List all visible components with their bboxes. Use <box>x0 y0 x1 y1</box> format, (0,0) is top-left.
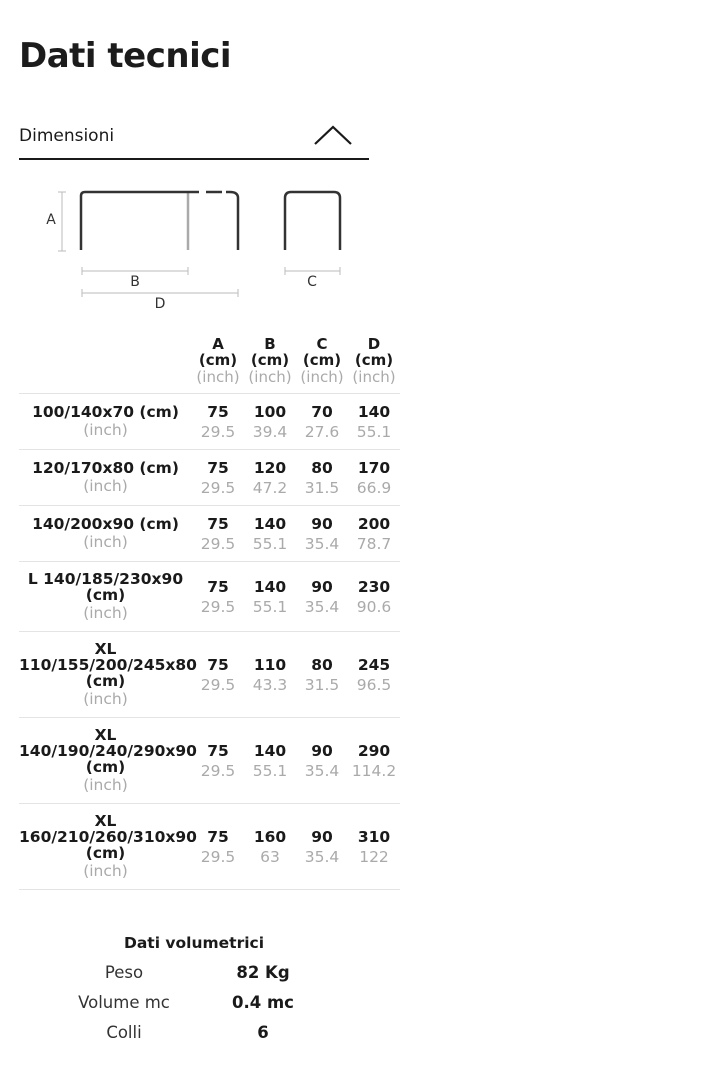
header-b: B (cm) (inch) <box>248 335 292 386</box>
dimensions-accordion-header[interactable] <box>19 112 369 160</box>
volume-label: Volume mc <box>78 993 170 1012</box>
size-name: 120/170x80 (cm) <box>32 458 179 477</box>
size-inch-label: (inch) <box>83 689 128 708</box>
header-size <box>19 336 192 394</box>
size-inch-label: (inch) <box>83 861 128 880</box>
table-row: XL 110/155/200/245x80 (cm) (inch) 75 29.5 110 43.3 80 31.5 245 96.5 <box>19 632 400 718</box>
header-c: C (cm) (inch) <box>300 335 344 386</box>
size-inch-label: (inch) <box>83 476 128 495</box>
table-row: XL 140/190/240/290x90 (cm) (inch) 75 29.5 140 55.1 90 35.4 290 114.2 <box>19 718 400 804</box>
volumetric-title: Dati volumetrici <box>123 934 265 952</box>
size-inch-label: (inch) <box>83 420 128 439</box>
packages-label: Colli <box>106 1023 142 1042</box>
size-name: 100/140x70 (cm) <box>32 402 179 421</box>
accordion-label: Dimensioni <box>19 126 115 146</box>
volumetric-row-weight <box>60 958 328 988</box>
size-name: 140/200x90 (cm) <box>32 514 179 533</box>
size-name: XL 160/210/260/310x90 (cm) <box>19 811 197 862</box>
dimensions-table <box>19 336 400 890</box>
dimension-c-label: C <box>307 274 317 290</box>
size-inch-label: (inch) <box>83 603 128 622</box>
dimension-d-label: D <box>154 296 166 312</box>
size-name: L 140/185/230x90 (cm) <box>27 569 184 604</box>
size-name: XL 110/155/200/245x80 (cm) <box>19 639 197 690</box>
volumetric-row-volume <box>60 988 328 1018</box>
header-d: D (cm) (inch) <box>352 335 396 386</box>
weight-label: Peso <box>104 963 144 982</box>
weight-value: 82 Kg <box>236 963 290 982</box>
volumetric-data <box>60 934 328 1048</box>
size-inch-label: (inch) <box>83 775 128 794</box>
side-view-table <box>285 192 340 250</box>
volumetric-row-packages <box>60 1018 328 1048</box>
table-row: 140/200x90 (cm) (inch) 75 29.5 140 55.1 90 35.4 200 78.7 <box>19 506 400 562</box>
table-row: 120/170x80 (cm) (inch) 75 29.5 120 47.2 80 31.5 170 66.9 <box>19 450 400 506</box>
chevron-up-icon[interactable] <box>313 124 353 146</box>
size-inch-label: (inch) <box>83 532 128 551</box>
table-row: L 140/185/230x90 (cm) (inch) 75 29.5 140 55.1 90 35.4 230 90.6 <box>19 562 400 632</box>
volume-value: 0.4 mc <box>232 993 294 1012</box>
header-a: A (cm) (inch) <box>196 335 240 386</box>
packages-value: 6 <box>257 1023 269 1042</box>
table-row: 100/140x70 (cm) (inch) 75 29.5 100 39.4 70 27.6 140 55.1 <box>19 394 400 450</box>
dimension-a-label: A <box>46 212 56 228</box>
dimensions-diagram <box>40 180 360 320</box>
size-name: XL 140/190/240/290x90 (cm) <box>19 725 197 776</box>
page-title: Dati tecnici <box>19 36 232 76</box>
table-row: XL 160/210/260/310x90 (cm) (inch) 75 29.5 160 63 90 35.4 310 122 <box>19 804 400 890</box>
front-view-table <box>81 192 183 250</box>
dimension-b-label: B <box>130 274 140 290</box>
